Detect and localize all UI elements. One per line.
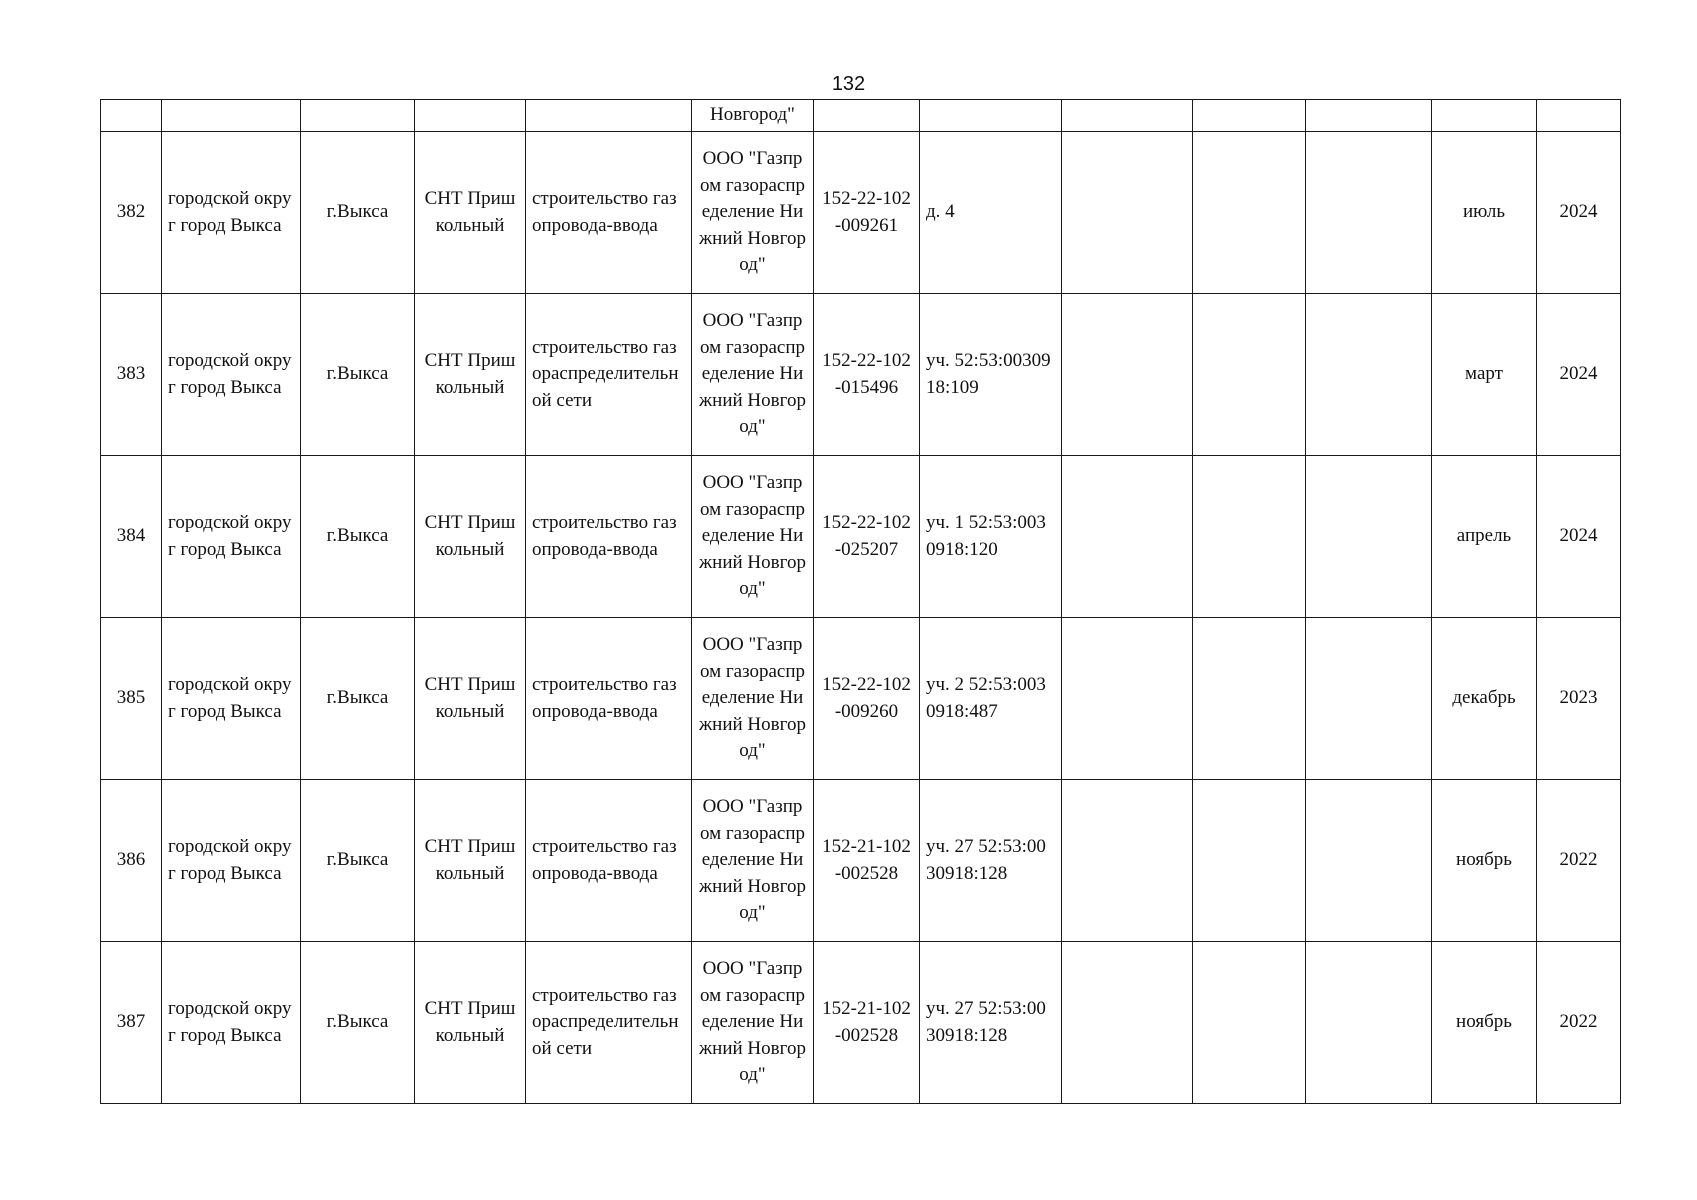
empty-cell (1062, 780, 1193, 942)
organization-cell: ООО "Газпром газораспределение Нижний Новгород" (692, 132, 814, 294)
cell-empty (415, 100, 526, 132)
city-cell: г.Выкса (301, 942, 415, 1104)
row-number: 383 (101, 294, 162, 456)
table-row (101, 618, 1621, 780)
district-cell: городской округ город Выкса (162, 942, 301, 1104)
city-cell: г.Выкса (301, 132, 415, 294)
month-cell: декабрь (1432, 618, 1537, 780)
month-cell: март (1432, 294, 1537, 456)
city-cell: г.Выкса (301, 618, 415, 780)
work-type-cell: строительство газопровода-ввода (526, 780, 692, 942)
cell-empty (162, 100, 301, 132)
empty-cell (1062, 942, 1193, 1104)
cell-empty (1062, 100, 1193, 132)
location-cell: СНТ Пришкольный (415, 456, 526, 618)
cell-empty (814, 100, 920, 132)
row-number: 384 (101, 456, 162, 618)
location-cell: СНТ Пришкольный (415, 780, 526, 942)
register-table (100, 99, 1621, 1104)
year-cell: 2024 (1537, 132, 1621, 294)
year-cell: 2022 (1537, 780, 1621, 942)
table-row (101, 132, 1621, 294)
empty-cell (1306, 132, 1432, 294)
empty-cell (1062, 456, 1193, 618)
empty-cell (1062, 132, 1193, 294)
code-cell: 152-21-102-002528 (814, 780, 920, 942)
address-cell: уч. 1 52:53:0030918:120 (920, 456, 1062, 618)
city-cell: г.Выкса (301, 294, 415, 456)
row-number: 382 (101, 132, 162, 294)
address-cell: уч. 2 52:53:0030918:487 (920, 618, 1062, 780)
address-cell: уч. 52:53:0030918:109 (920, 294, 1062, 456)
row-number: 385 (101, 618, 162, 780)
organization-cell: ООО "Газпром газораспределение Нижний Новгород" (692, 942, 814, 1104)
empty-cell (1193, 132, 1306, 294)
year-cell: 2024 (1537, 294, 1621, 456)
cell-empty (1432, 100, 1537, 132)
month-cell: ноябрь (1432, 942, 1537, 1104)
month-cell: апрель (1432, 456, 1537, 618)
table-row (101, 294, 1621, 456)
organization-cell: ООО "Газпром газораспределение Нижний Новгород" (692, 294, 814, 456)
month-cell: июль (1432, 132, 1537, 294)
work-type-cell: строительство газопровода-ввода (526, 456, 692, 618)
cell-empty (101, 100, 162, 132)
continuation-row (101, 100, 1621, 132)
table-body (101, 100, 1621, 1104)
empty-cell (1193, 456, 1306, 618)
city-cell: г.Выкса (301, 780, 415, 942)
empty-cell (1193, 780, 1306, 942)
district-cell: городской округ город Выкса (162, 780, 301, 942)
city-cell: г.Выкса (301, 456, 415, 618)
district-cell: городской округ город Выкса (162, 456, 301, 618)
year-cell: 2022 (1537, 942, 1621, 1104)
cell-empty (526, 100, 692, 132)
table-row (101, 780, 1621, 942)
code-cell: 152-22-102-015496 (814, 294, 920, 456)
address-cell: уч. 27 52:53:0030918:128 (920, 942, 1062, 1104)
location-cell: СНТ Пришкольный (415, 132, 526, 294)
row-number: 386 (101, 780, 162, 942)
organization-cell: ООО "Газпром газораспределение Нижний Новгород" (692, 456, 814, 618)
address-cell: д. 4 (920, 132, 1062, 294)
empty-cell (1306, 780, 1432, 942)
table-row (101, 456, 1621, 618)
code-cell: 152-21-102-002528 (814, 942, 920, 1104)
address-cell: уч. 27 52:53:0030918:128 (920, 780, 1062, 942)
district-cell: городской округ город Выкса (162, 294, 301, 456)
year-cell: 2023 (1537, 618, 1621, 780)
district-cell: городской округ город Выкса (162, 132, 301, 294)
code-cell: 152-22-102-009260 (814, 618, 920, 780)
location-cell: СНТ Пришкольный (415, 294, 526, 456)
code-cell: 152-22-102-009261 (814, 132, 920, 294)
empty-cell (1193, 942, 1306, 1104)
location-cell: СНТ Пришкольный (415, 618, 526, 780)
work-type-cell: строительство газораспределительной сети (526, 942, 692, 1104)
empty-cell (1306, 618, 1432, 780)
org-continuation: Новгород" (692, 100, 814, 132)
row-number: 387 (101, 942, 162, 1104)
month-cell: ноябрь (1432, 780, 1537, 942)
district-cell: городской округ город Выкса (162, 618, 301, 780)
empty-cell (1193, 294, 1306, 456)
work-type-cell: строительство газораспределительной сети (526, 294, 692, 456)
cell-empty (1193, 100, 1306, 132)
organization-cell: ООО "Газпром газораспределение Нижний Новгород" (692, 780, 814, 942)
table-row (101, 942, 1621, 1104)
work-type-cell: строительство газопровода-ввода (526, 618, 692, 780)
organization-cell: ООО "Газпром газораспределение Нижний Новгород" (692, 618, 814, 780)
cell-empty (920, 100, 1062, 132)
location-cell: СНТ Пришкольный (415, 942, 526, 1104)
empty-cell (1062, 618, 1193, 780)
year-cell: 2024 (1537, 456, 1621, 618)
empty-cell (1306, 294, 1432, 456)
cell-empty (1537, 100, 1621, 132)
cell-empty (301, 100, 415, 132)
empty-cell (1193, 618, 1306, 780)
code-cell: 152-22-102-025207 (814, 456, 920, 618)
work-type-cell: строительство газопровода-ввода (526, 132, 692, 294)
page-number: 132 (831, 73, 866, 95)
empty-cell (1306, 456, 1432, 618)
empty-cell (1306, 942, 1432, 1104)
empty-cell (1062, 294, 1193, 456)
cell-empty (1306, 100, 1432, 132)
